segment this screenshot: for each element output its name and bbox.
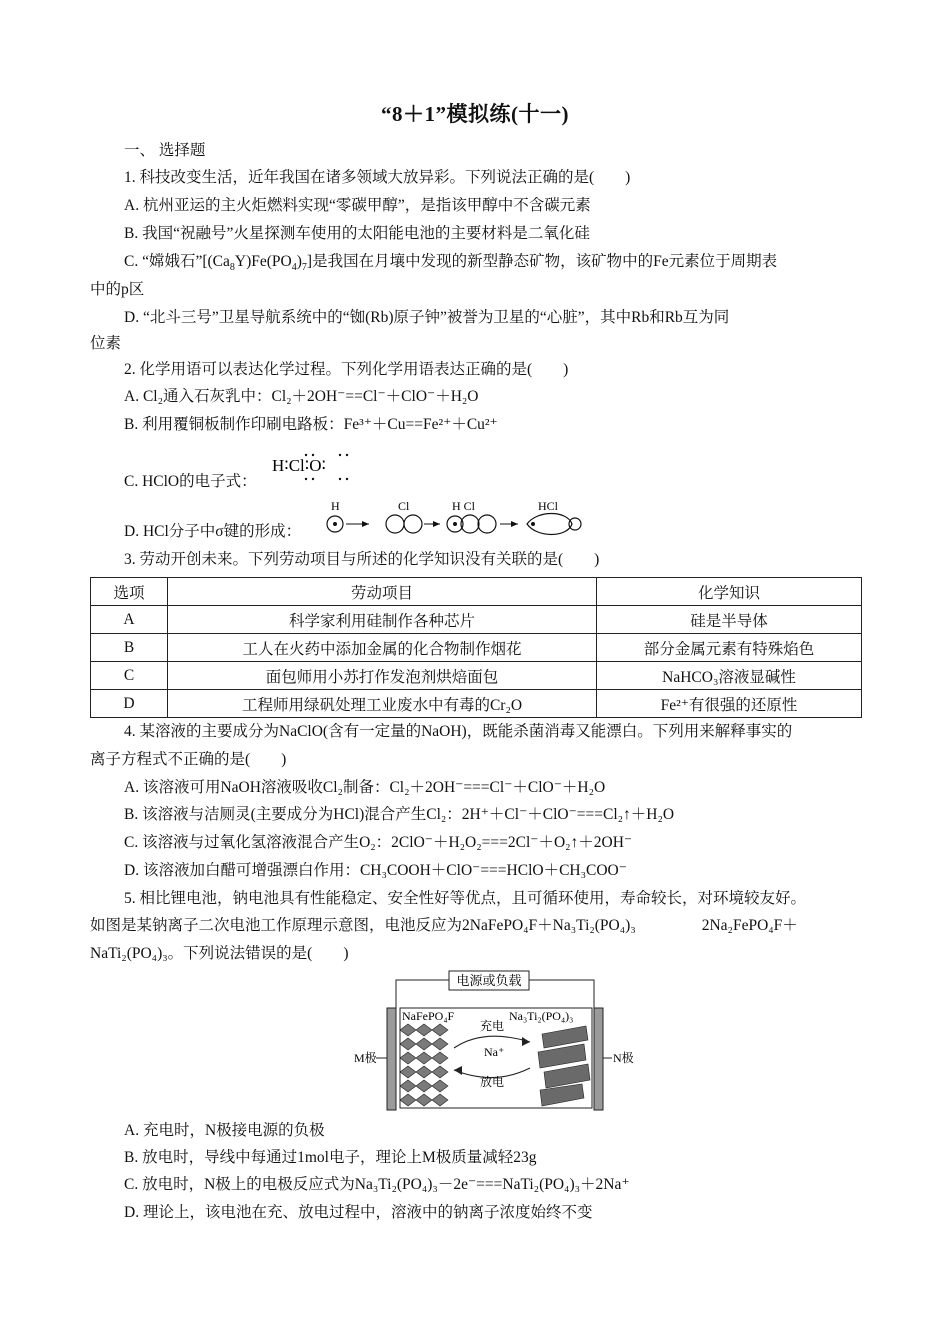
table-cell: NaHCO₃溶液显碱性 xyxy=(597,662,862,690)
table-cell: C xyxy=(91,662,168,690)
m-electrode xyxy=(387,1008,396,1110)
sodium-ion-label: Na⁺ xyxy=(484,1045,505,1059)
nafepo4f-crystals xyxy=(400,1024,448,1106)
q4-option-c: C. 该溶液与过氧化氢溶液混合产生O₂：2ClO⁻＋H₂O₂===2Cl⁻＋O₂↑＋2OH⁻ xyxy=(124,834,633,851)
q5-stem: 5. 相比锂电池，钠电池具有性能稳定、安全性好等优点，且可循环使用，寿命较长，对环境较友好。 xyxy=(124,890,807,907)
q2-option-b: B. 利用覆铜板制作印刷电路板：Fe³⁺＋Cu==Fe²⁺＋Cu²⁺ xyxy=(124,416,498,433)
q1-option-d-cont: 位素 xyxy=(90,335,122,352)
table-cell: Fe²⁺有很强的还原性 xyxy=(597,690,862,718)
sigma-label-hcl: HCl xyxy=(538,499,559,513)
q2-option-a: A. Cl₂通入石灰乳中：Cl₂＋2OH⁻==Cl⁻＋ClO⁻＋H₂O xyxy=(124,388,479,405)
table-row xyxy=(91,690,862,718)
table-row xyxy=(91,634,862,662)
q1-option-d: D. “北斗三号”卫星导航系统中的“铷(Rb)原子钟”被誉为卫星的“心脏”，其中Rb和Rb互为同 xyxy=(124,309,730,326)
q4-option-a: A. 该溶液可用NaOH溶液吸收Cl₂制备：Cl₂＋2OH⁻===Cl⁻＋ClO⁻＋H₂O xyxy=(124,779,606,796)
q3-table xyxy=(90,577,862,718)
q5-option-a: A. 充电时，N极接电源的负极 xyxy=(124,1122,325,1139)
q5-stem-cont: 如图是某钠离子二次电池工作原理示意图，电池反应为2NaFePO₄F＋Na₃Ti₂(PO₄)₃ 2Na₂FePO₄F＋ xyxy=(90,917,798,934)
nati-crystals xyxy=(538,1026,590,1106)
q4-stem: 4. 某溶液的主要成分为NaClO(含有一定量的NaOH)，既能杀菌消毒又能漂白。下列用来解释事实的 xyxy=(124,723,793,740)
table-cell: 硅是半导体 xyxy=(597,606,862,634)
q4-option-d: D. 该溶液加白醋可增强漂白作用：CH₃COOH＋ClO⁻===HClO＋CH₃COO⁻ xyxy=(124,862,627,879)
table-cell: 部分金属元素有特殊焰色 xyxy=(597,634,862,662)
table-row xyxy=(91,606,862,634)
table-header-cell: 劳动项目 xyxy=(168,578,597,606)
q2-stem: 2. 化学用语可以表达化学过程。下列化学用语表达正确的是( ) xyxy=(124,361,569,378)
left-material-label: NaFePO₄F xyxy=(402,1009,455,1023)
table-cell: 工程师用绿矾处理工业废水中有毒的Cr₂O xyxy=(168,690,597,718)
hclo-formula-text: H∶Cl∶O∶ xyxy=(272,456,326,475)
charge-label: 充电 xyxy=(480,1019,505,1033)
q2-option-c: C. HClO的电子式： xyxy=(124,473,257,490)
q1-option-c: C. “嫦娥石$”[(Ca_8Y)Fe(PO_4)_7]$是我国在月壤中发现的新型静态矿物，该矿物中的Fe元素位于周期表 xyxy=(124,253,778,274)
m-pole-label: M极 xyxy=(354,1051,377,1065)
table-header-row xyxy=(91,578,862,606)
q5-option-d: D. 理论上，该电池在充、放电过程中，溶液中的钠离子浓度始终不变 xyxy=(124,1204,593,1221)
q5-stem-cont2: NaTi₂(PO₄)₃。下列说法错误的是( ) xyxy=(90,945,349,962)
q4-stem-cont: 离子方程式不正确的是( ) xyxy=(90,751,287,768)
table-header-cell: 选项 xyxy=(91,578,168,606)
q1-option-c-cont: 中的p区 xyxy=(90,281,145,298)
sigma-label-h: H xyxy=(331,499,340,513)
table-cell: B xyxy=(91,634,168,662)
q1-option-b: B. 我国“祝融号”火星探测车使用的太阳能电池的主要材料是二氧化硅 xyxy=(124,225,590,242)
q1-stem: 1. 科技改变生活，近年我国在诸多领域大放异彩。下列说法正确的是( ) xyxy=(124,169,631,186)
table-header-cell: 化学知识 xyxy=(597,578,862,606)
q3-stem: 3. 劳动开创未来。下列劳动项目与所述的化学知识没有关联的是( ) xyxy=(124,551,600,568)
n-electrode xyxy=(594,1008,603,1110)
sigma-bond-diagram xyxy=(322,498,584,543)
q5-option-b: B. 放电时，导线中每通过1mol电子，理论上M极质量减轻23g xyxy=(124,1149,537,1166)
discharge-label: 放电 xyxy=(480,1075,505,1089)
sigma-label-cl: Cl xyxy=(398,499,410,513)
q5-option-c: C. 放电时，N极上的电极反应式为Na₃Ti₂(PO₄)₃－2e⁻===NaTi₂(PO₄)₃＋2Na⁺ xyxy=(124,1176,630,1193)
table-cell: D xyxy=(91,690,168,718)
table-cell: A xyxy=(91,606,168,634)
q2-option-d: D. HCl分子中σ键的形成： xyxy=(124,523,302,540)
power-load-label: 电源或负载 xyxy=(456,973,522,988)
q1-option-a: A. 杭州亚运的主火炬燃料实现“零碳甲醇”，是指该甲醇中不含碳元素 xyxy=(124,197,591,214)
hclo-electron-formula xyxy=(272,446,372,491)
n-pole-label: N极 xyxy=(613,1051,634,1065)
section-heading: 一、 选择题 xyxy=(124,142,206,159)
sigma-label-h-cl: H Cl xyxy=(452,499,476,513)
battery-diagram xyxy=(354,968,644,1119)
page-title: “8＋1”模拟练(十一) xyxy=(381,102,569,126)
right-material-label: Na₃Ti₂(PO₄)₃ xyxy=(509,1009,574,1023)
table-cell: 面包师用小苏打作发泡剂烘焙面包 xyxy=(168,662,597,690)
table-cell: 工人在火药中添加金属的化合物制作烟花 xyxy=(168,634,597,662)
table-cell: 科学家利用硅制作各种芯片 xyxy=(168,606,597,634)
table-row xyxy=(91,662,862,690)
q4-option-b: B. 该溶液与洁厕灵(主要成分为HCl)混合产生Cl₂：2H⁺＋Cl⁻＋ClO⁻===Cl₂↑＋H₂O xyxy=(124,806,675,823)
